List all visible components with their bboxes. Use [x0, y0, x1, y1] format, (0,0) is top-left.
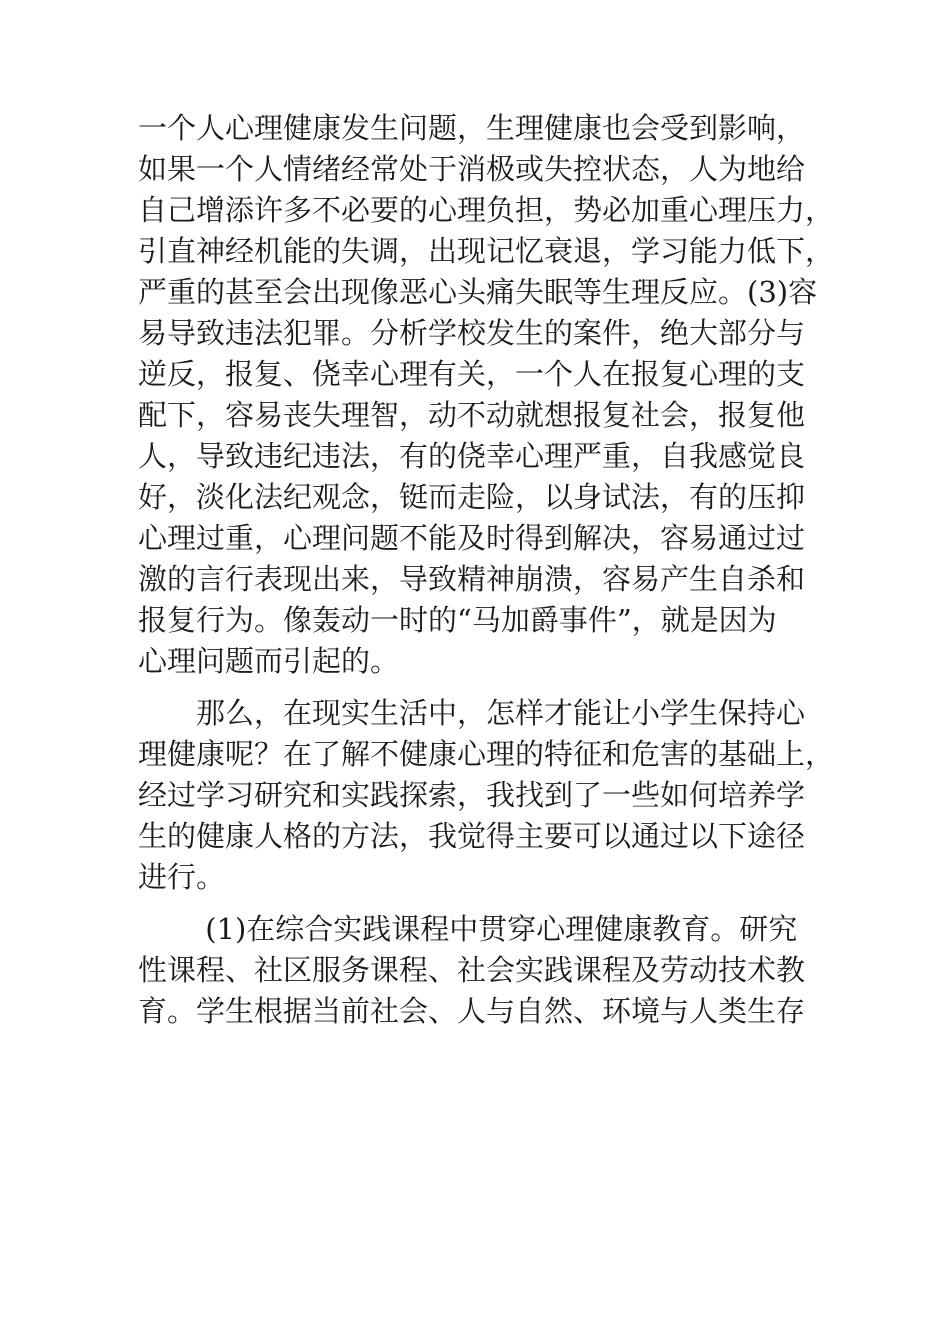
text-line: 自己增添许多不必要的心理负担，势必加重心理压力， — [138, 193, 835, 227]
paragraph-1 — [138, 108, 838, 682]
text-line: 人，导致违纪违法，有的侥幸心理严重，自我感觉良 — [138, 439, 806, 473]
text-line: 性课程、社区服务课程、社会实践课程及劳动技术教 — [138, 953, 806, 987]
text-line: 配下，容易丧失理智，动不动就想报复社会，报复他 — [138, 398, 806, 432]
text-line: 易导致违法犯罪。分析学校发生的案件，绝大部分与 — [138, 316, 806, 350]
text-line: (1)在综合实践课程中贯穿心理健康教育。研究 — [138, 912, 798, 946]
document-body — [138, 108, 838, 1032]
paragraph-3 — [138, 909, 838, 1032]
text-line: 激的言行表现出来，导致精神崩溃，容易产生自杀和 — [138, 562, 806, 596]
text-line: 育。学生根据当前社会、人与自然、环境与人类生存 — [138, 994, 806, 1028]
text-line: 那么，在现实生活中，怎样才能让小学生保持心 — [138, 696, 806, 730]
text-line: 报复行为。像轰动一时的“马加爵事件”，就是因为 — [138, 603, 777, 637]
text-line: 好，淡化法纪观念，铤而走险，以身试法，有的压抑 — [138, 480, 806, 514]
paragraph-spacer — [138, 682, 838, 693]
text-line: 心理过重，心理问题不能及时得到解决，容易通过过 — [138, 521, 806, 555]
text-line: 严重的甚至会出现像恶心头痛失眠等生理反应。(3)容 — [138, 275, 818, 309]
text-line: 逆反，报复、侥幸心理有关，一个人在报复心理的支 — [138, 357, 806, 391]
text-line: 经过学习研究和实践探索，我找到了一些如何培养学 — [138, 778, 806, 812]
paragraph-spacer — [138, 898, 838, 909]
text-line: 心理问题而引起的。 — [138, 644, 400, 678]
text-line: 理健康呢？在了解不健康心理的特征和危害的基础上， — [138, 737, 835, 771]
text-line: 引直神经机能的失调，出现记忆衰退，学习能力低下， — [138, 234, 835, 268]
text-line: 如果一个人情绪经常处于消极或失控状态，人为地给 — [138, 152, 806, 186]
text-line: 进行。 — [138, 860, 226, 894]
text-line: 生的健康人格的方法，我觉得主要可以通过以下途径 — [138, 819, 806, 853]
text-line: 一个人心理健康发生问题，生理健康也会受到影响， — [138, 111, 806, 145]
paragraph-2 — [138, 693, 838, 898]
